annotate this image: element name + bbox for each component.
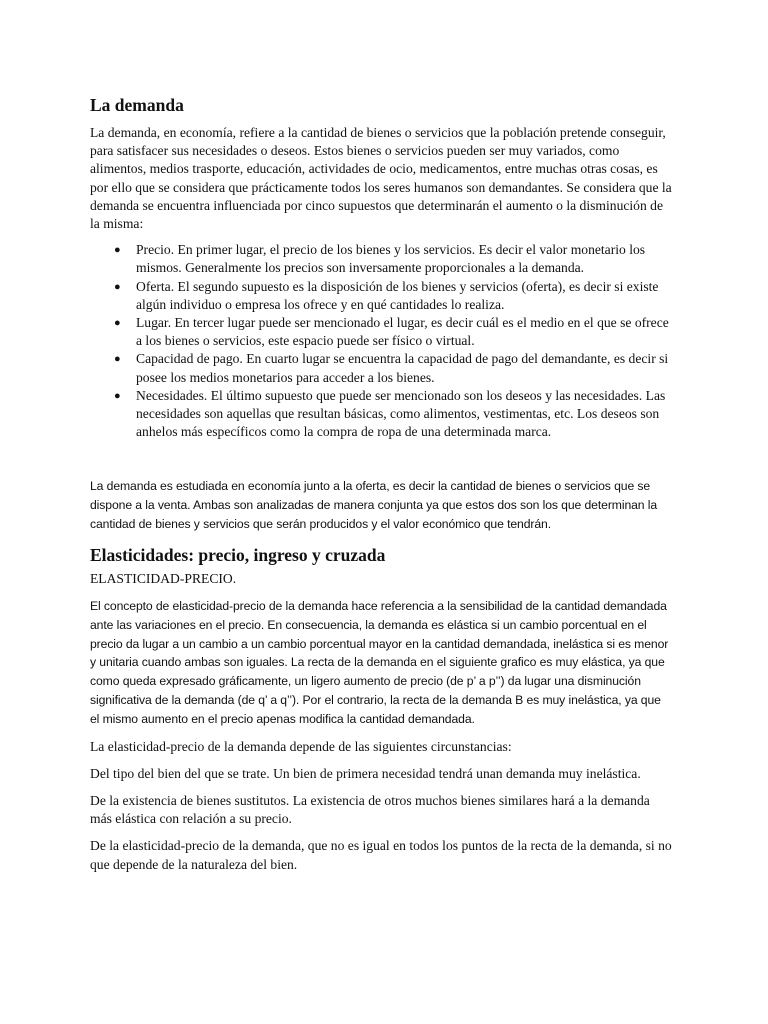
bullet-icon: ● — [114, 280, 121, 293]
bullet-icon: ● — [114, 317, 121, 330]
section-heading-elasticidades: Elasticidades: precio, ingreso y cruzada — [90, 544, 386, 565]
section-heading-demanda: La demanda — [90, 95, 184, 115]
list-item-text: Necesidades. El último supuesto que puede ser mencionado son los deseos y las necesidades. Las necesidades son aquellas que resultan básicas, como alimentos, vestimentas, etc. Los deseos son anhelos más específicos como la compra de ropa de una determinada marca. — [136, 387, 666, 440]
intro-paragraph: La demanda, en economía, refiere a la cantidad de bienes o servicios que la población pretende conseguir, para satisfacer sus necesidades o deseos. Estos bienes o servicios pueden ser muy variados, como alimentos, medios trasporte, educación, actividades de ocio, medicamentos, entre muchas otras cosas, es por ello que se considera que prácticamente todos los seres humanos son demandantes. Se considera que la demanda se encuentra influenciada por cinco supuestos que determinarán el aumento o la disminución de la misma: — [90, 125, 672, 232]
list-item-text: Lugar. En tercer lugar puede ser mencionado el lugar, es decir cuál es el medio en el que se ofrece a los bienes o servicios, este espacio puede ser físico o virtual. — [136, 315, 669, 349]
circunstancias-intro: La elasticidad-precio de la demanda depende de las siguientes circunstancias: — [90, 738, 512, 754]
naturaleza-bien-paragraph: De la elasticidad-precio de la demanda, que no es igual en todos los puntos de la recta de la demanda, si no que depende de la naturaleza del bien. — [90, 838, 672, 872]
supuestos-list — [90, 241, 672, 441]
list-item-text: Precio. En primer lugar, el precio de los bienes y los servicios. Es decir el valor monetario los mismos. Generalmente los precios son inversamente proporcionales a la demanda. — [136, 242, 646, 276]
bullet-icon: ● — [114, 389, 121, 402]
tipo-bien-paragraph: Del tipo del bien del que se trate. Un bien de primera necesidad tendrá unan demanda muy inelástica. — [90, 765, 641, 781]
subheading-elasticidad-precio: ELASTICIDAD-PRECIO. — [90, 570, 237, 586]
list-item-text: Capacidad de pago. En cuarto lugar se encuentra la capacidad de pago del demandante, es decir si posee los medios monetarios para acceder a los bienes. — [136, 351, 669, 385]
list-item — [90, 387, 672, 442]
list-item — [90, 241, 672, 277]
closing-paragraph: La demanda es estudiada en economía junto a la oferta, es decir la cantidad de bienes o servicios que se dispone a la venta. Ambas son analizadas de manera conjunta ya que estos dos son los que determinan la cantidad de bienes y servicios que serán producidos y el valor económico que tendrán. — [90, 479, 658, 532]
list-item — [90, 278, 672, 314]
bullet-icon: ● — [114, 353, 121, 366]
bienes-sustitutos-paragraph: De la existencia de bienes sustitutos. La existencia de otros muchos bienes similares hará a la demanda más elástica con relación a su precio. — [90, 793, 650, 827]
bullet-icon: ● — [114, 244, 121, 257]
elasticidad-paragraph: El concepto de elasticidad-precio de la demanda hace referencia a la sensibilidad de la cantidad demandada ante las variaciones en el precio. En consecuencia, la demanda es elástica si un cambio porcentual en el precio da lugar a un cambio a un cambio porcentual mayor en la cantidad demandada, inelástica si es menor y unitaria cuando ambas son iguales. La recta de la demanda en el siguiente grafico es muy elástica, ya que como queda expresado gráficamente, un ligero aumento de precio (de p’ a p’’) da lugar una disminución significativa de la demanda (de q’ a q’’). Por el contrario, la recta de la demanda B es muy inelástica, ya que el mismo aumento en el precio apenas modifica la cantidad demandada. — [90, 599, 669, 726]
list-item — [90, 314, 672, 350]
list-item-text: Oferta. El segundo supuesto es la disposición de los bienes y servicios (oferta), es decir si existe algún individuo o empresa los ofrece y en qué cantidades lo realiza. — [136, 278, 659, 312]
list-item — [90, 350, 672, 386]
